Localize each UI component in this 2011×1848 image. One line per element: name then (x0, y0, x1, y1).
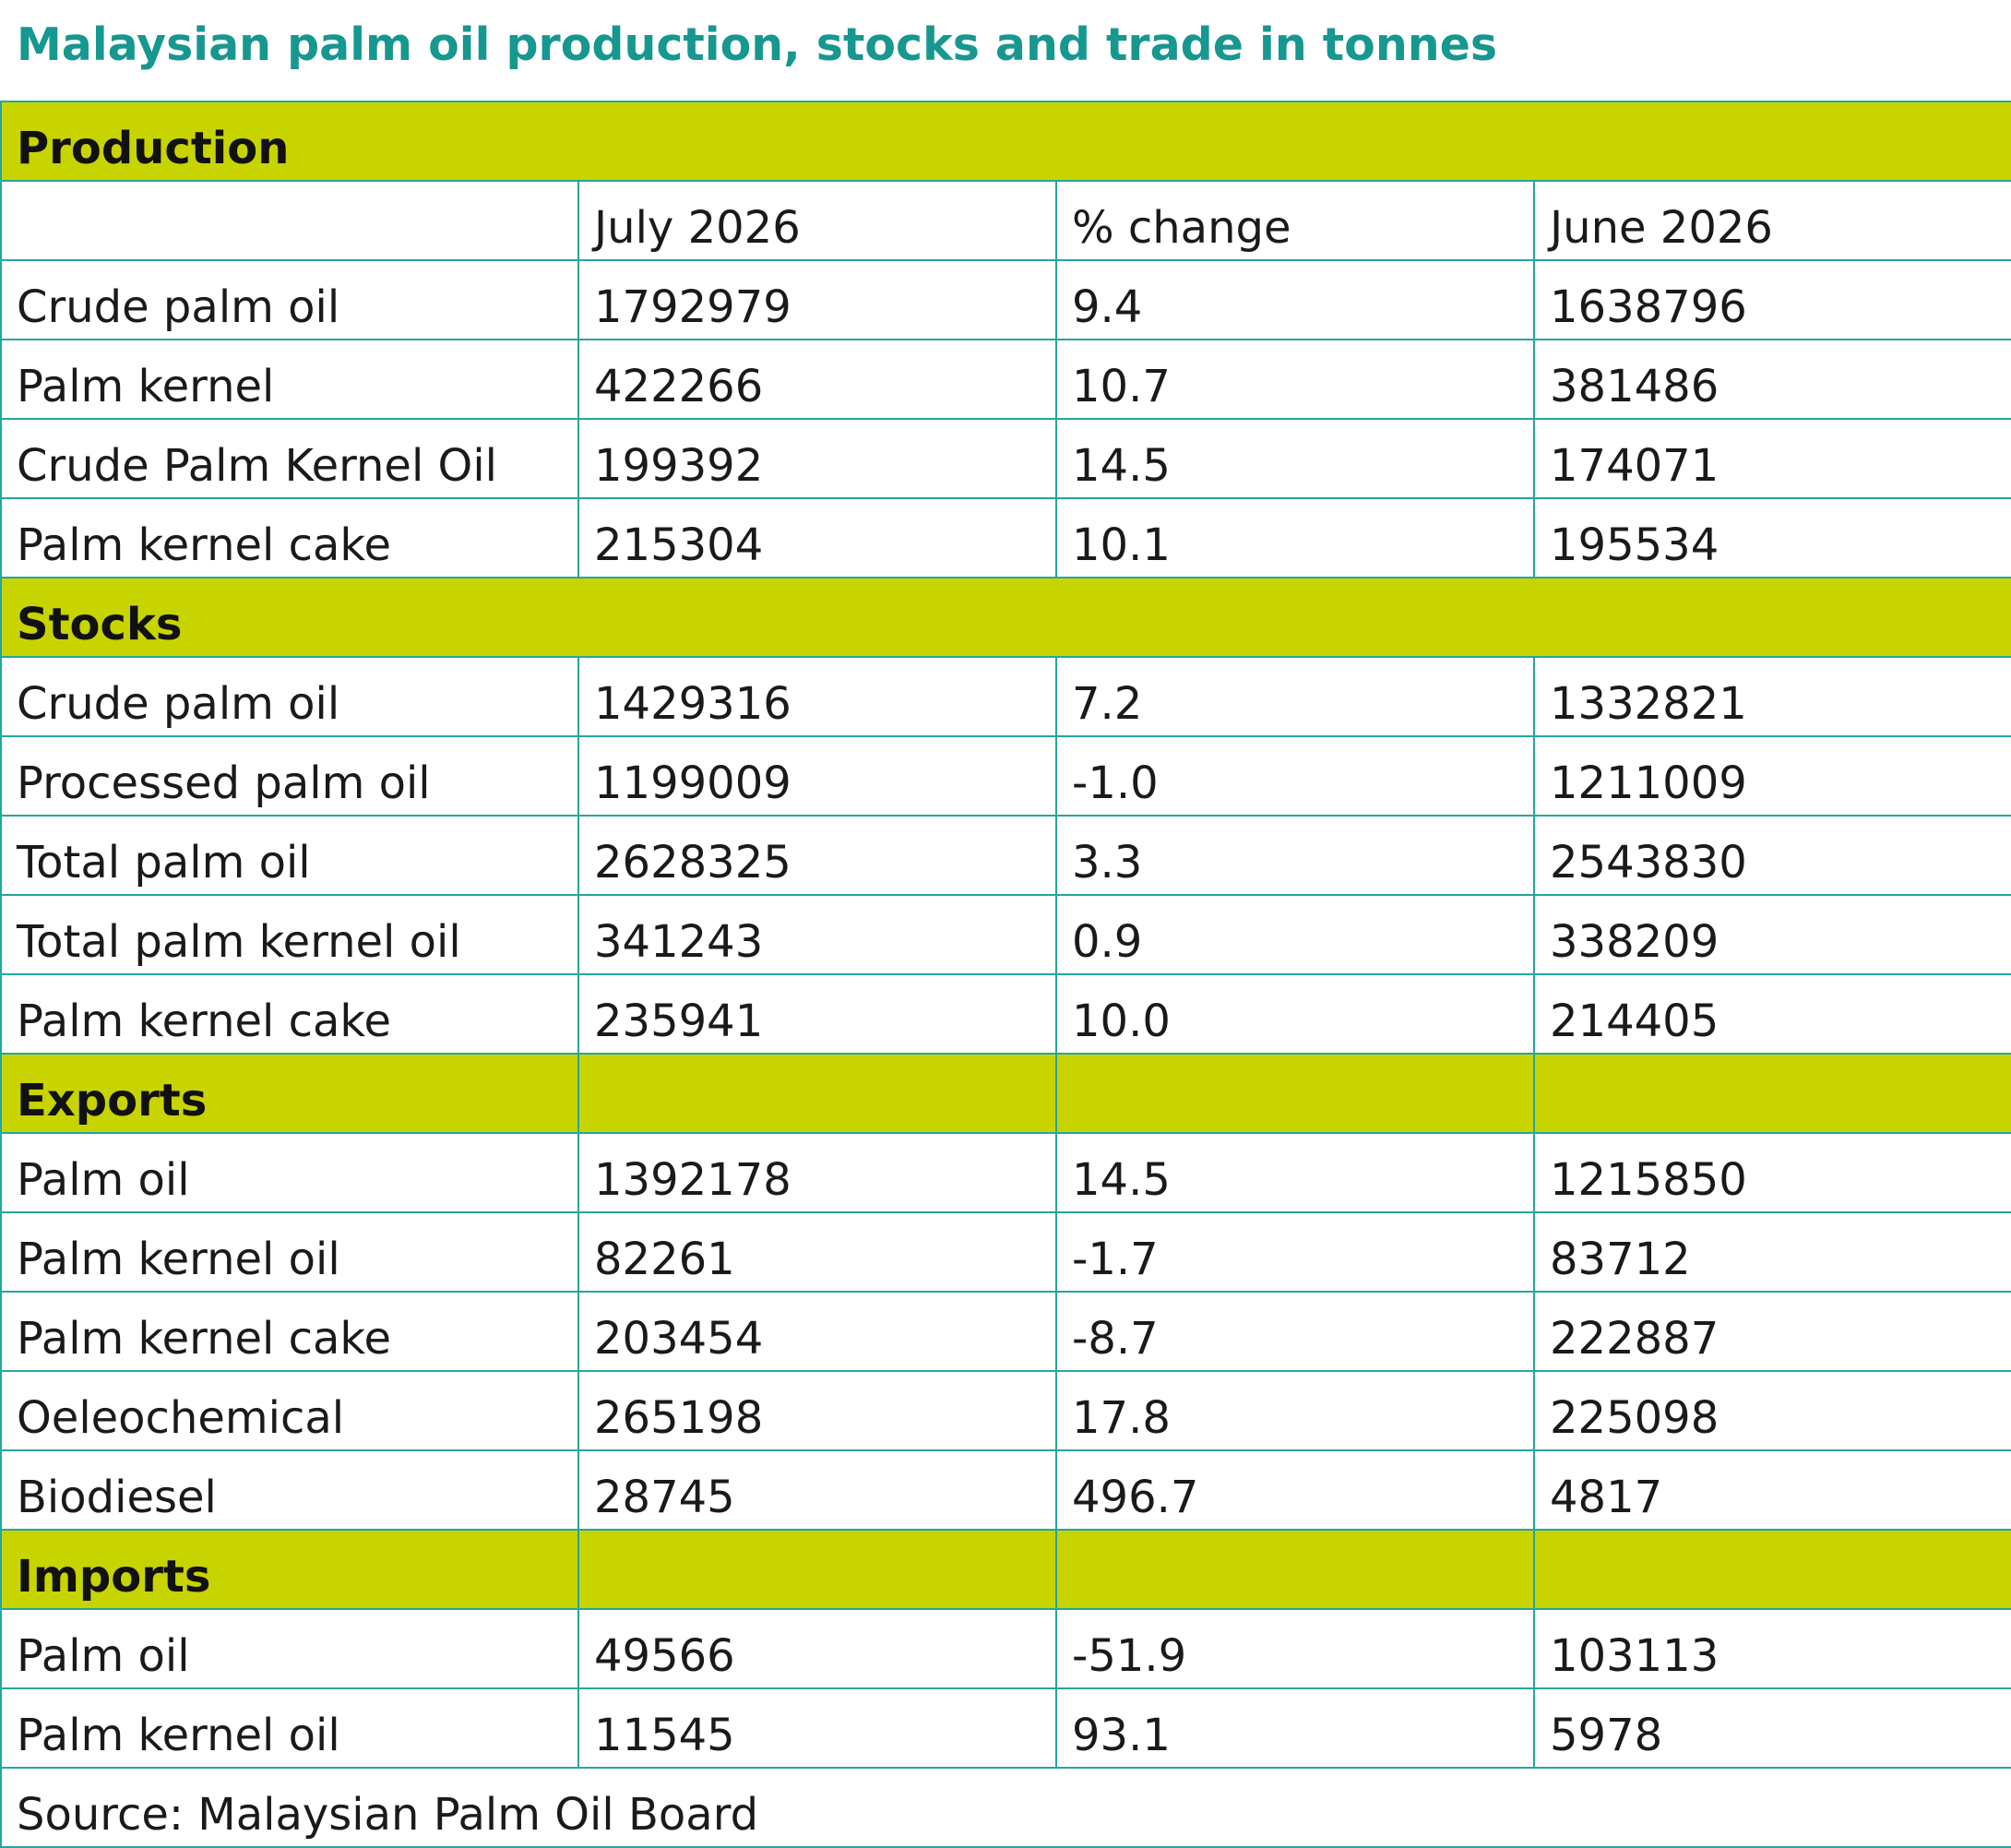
table-row (1, 340, 2011, 419)
june-value: 1215850 (1534, 1133, 2011, 1212)
percent-change-value: 7.2 (1056, 657, 1534, 736)
table-row (1, 1371, 2011, 1450)
section-empty-cell (578, 1054, 1056, 1133)
july-value: 28745 (578, 1450, 1056, 1530)
row-label: Palm oil (1, 1609, 578, 1688)
palm-oil-table (0, 101, 2011, 1848)
row-label: Crude Palm Kernel Oil (1, 419, 578, 498)
july-value: 215304 (578, 498, 1056, 578)
section-imports-header (1, 1530, 2011, 1609)
june-value: 338209 (1534, 895, 2011, 974)
july-value: 11545 (578, 1688, 1056, 1768)
table-row (1, 657, 2011, 736)
percent-change-value: 10.1 (1056, 498, 1534, 578)
section-empty-cell (1534, 1530, 2011, 1609)
table-title: Malaysian palm oil production, stocks and trade in tonnes (17, 18, 1498, 71)
june-value: 174071 (1534, 419, 2011, 498)
percent-change-value: 10.7 (1056, 340, 1534, 419)
section-label-exports: Exports (1, 1054, 578, 1133)
july-value: 265198 (578, 1371, 1056, 1450)
table-row (1, 419, 2011, 498)
table-row (1, 1609, 2011, 1688)
table-row (1, 1292, 2011, 1371)
june-value: 225098 (1534, 1371, 2011, 1450)
row-label: Total palm oil (1, 816, 578, 895)
july-value: 1199009 (578, 736, 1056, 816)
percent-change-value: 10.0 (1056, 974, 1534, 1054)
june-value: 381486 (1534, 340, 2011, 419)
july-value: 422266 (578, 340, 1056, 419)
row-label: Palm oil (1, 1133, 578, 1212)
table-row (1, 1450, 2011, 1530)
percent-change-value: 17.8 (1056, 1371, 1534, 1450)
table-row (1, 895, 2011, 974)
row-label: Biodiesel (1, 1450, 578, 1530)
row-label: Crude palm oil (1, 657, 578, 736)
percent-change-value: 9.4 (1056, 260, 1534, 340)
july-value: 341243 (578, 895, 1056, 974)
header-july-2026: July 2026 (578, 181, 1056, 260)
june-value: 83712 (1534, 1212, 2011, 1292)
percent-change-value: 14.5 (1056, 419, 1534, 498)
june-value: 1211009 (1534, 736, 2011, 816)
june-value: 5978 (1534, 1688, 2011, 1768)
june-value: 1332821 (1534, 657, 2011, 736)
row-label: Palm kernel cake (1, 1292, 578, 1371)
row-label: Palm kernel oil (1, 1212, 578, 1292)
section-production-header (1, 101, 2011, 181)
section-empty-cell (1056, 1054, 1534, 1133)
source-row (1, 1768, 2011, 1847)
june-value: 2543830 (1534, 816, 2011, 895)
percent-change-value: -51.9 (1056, 1609, 1534, 1688)
table-row (1, 1212, 2011, 1292)
section-empty-cell (578, 1530, 1056, 1609)
june-value: 103113 (1534, 1609, 2011, 1688)
percent-change-value: -1.7 (1056, 1212, 1534, 1292)
percent-change-value: 3.3 (1056, 816, 1534, 895)
section-stocks-header (1, 578, 2011, 657)
section-label-imports: Imports (1, 1530, 578, 1609)
june-value: 222887 (1534, 1292, 2011, 1371)
july-value: 2628325 (578, 816, 1056, 895)
june-value: 4817 (1534, 1450, 2011, 1530)
july-value: 82261 (578, 1212, 1056, 1292)
july-value: 199392 (578, 419, 1056, 498)
percent-change-value: -1.0 (1056, 736, 1534, 816)
table-row (1, 974, 2011, 1054)
june-value: 195534 (1534, 498, 2011, 578)
july-value: 1429316 (578, 657, 1056, 736)
section-empty-cell (1534, 1054, 2011, 1133)
percent-change-value: -8.7 (1056, 1292, 1534, 1371)
table-row (1, 736, 2011, 816)
table-row (1, 1133, 2011, 1212)
june-value: 214405 (1534, 974, 2011, 1054)
percent-change-value: 93.1 (1056, 1688, 1534, 1768)
section-empty-cell (1056, 1530, 1534, 1609)
row-label: Total palm kernel oil (1, 895, 578, 974)
source-note: Source: Malaysian Palm Oil Board (1, 1768, 2011, 1847)
header-blank-cell (1, 181, 578, 260)
table-row (1, 498, 2011, 578)
july-value: 203454 (578, 1292, 1056, 1371)
row-label: Crude palm oil (1, 260, 578, 340)
row-label: Oeleochemical (1, 1371, 578, 1450)
table-row (1, 260, 2011, 340)
percent-change-value: 0.9 (1056, 895, 1534, 974)
table-row (1, 816, 2011, 895)
july-value: 1792979 (578, 260, 1056, 340)
header-june-2026: June 2026 (1534, 181, 2011, 260)
percent-change-value: 14.5 (1056, 1133, 1534, 1212)
row-label: Processed palm oil (1, 736, 578, 816)
row-label: Palm kernel cake (1, 974, 578, 1054)
section-exports-header (1, 1054, 2011, 1133)
header-percent-change: % change (1056, 181, 1534, 260)
row-label: Palm kernel oil (1, 1688, 578, 1768)
column-header-row (1, 181, 2011, 260)
july-value: 1392178 (578, 1133, 1056, 1212)
july-value: 49566 (578, 1609, 1056, 1688)
table-row (1, 1688, 2011, 1768)
row-label: Palm kernel cake (1, 498, 578, 578)
june-value: 1638796 (1534, 260, 2011, 340)
row-label: Palm kernel (1, 340, 578, 419)
percent-change-value: 496.7 (1056, 1450, 1534, 1530)
section-label-production: Production (1, 101, 2011, 181)
july-value: 235941 (578, 974, 1056, 1054)
section-label-stocks: Stocks (1, 578, 2011, 657)
